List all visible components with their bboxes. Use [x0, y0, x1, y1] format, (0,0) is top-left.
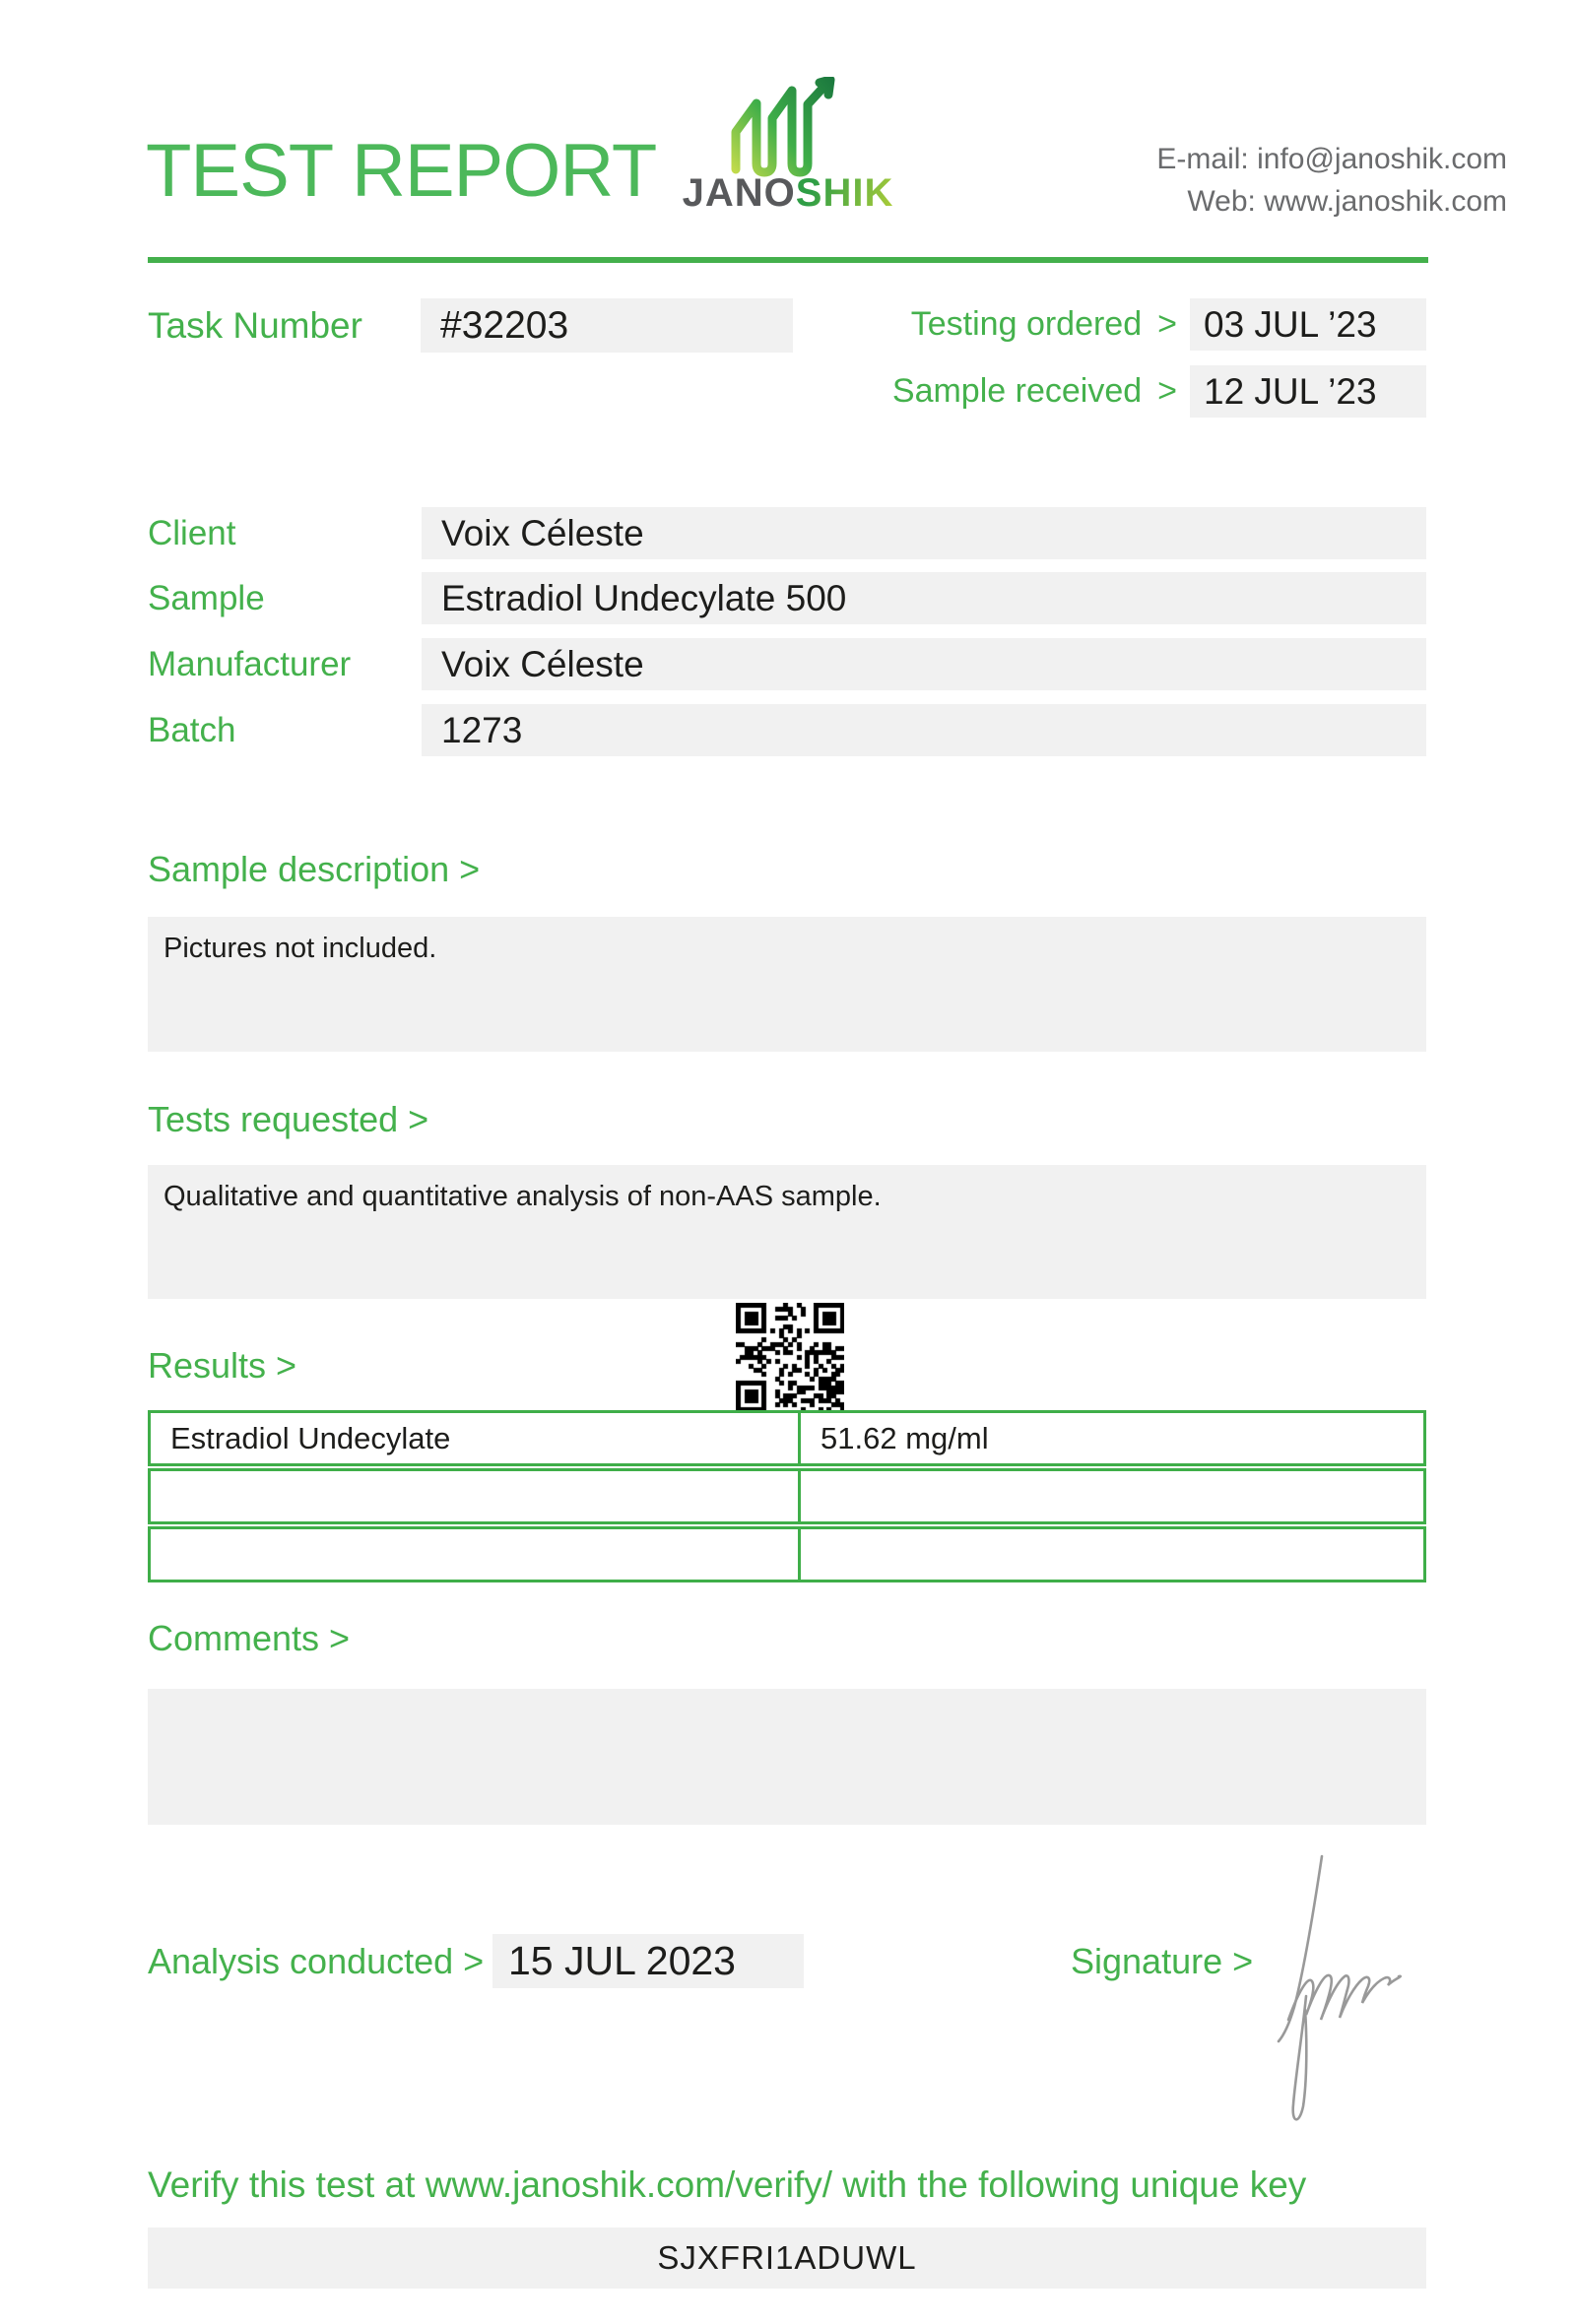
testing-ordered-value: 03 JUL ’23 — [1204, 304, 1377, 345]
analyte-cell — [151, 1471, 801, 1521]
manufacturer-value: Voix Céleste — [441, 644, 644, 684]
sample-value-box — [422, 572, 1426, 624]
tests-requested-box — [148, 1165, 1426, 1299]
client-row — [148, 507, 1426, 559]
sample-description-text: Pictures not included. — [164, 933, 437, 964]
page-title: TEST REPORT — [146, 129, 657, 213]
verify-key-value: SJXFRI1ADUWL — [657, 2239, 917, 2276]
tests-requested-text: Qualitative and quantitative analysis of non-AAS sample. — [164, 1181, 882, 1212]
comments-text — [148, 1689, 1426, 1705]
janoshik-logo — [680, 77, 896, 213]
contact-info — [1156, 138, 1507, 223]
testing-ordered-label: Testing ordered > — [911, 298, 1177, 351]
contact-web-line — [1156, 180, 1507, 223]
comments-box — [148, 1689, 1426, 1825]
manufacturer-label: Manufacturer — [148, 645, 352, 683]
manufacturer-value-box — [422, 638, 1426, 690]
client-label: Client — [148, 514, 236, 552]
comments-heading: Comments > — [148, 1618, 351, 1658]
web-label: Web: — [1187, 185, 1256, 218]
batch-value-box — [422, 704, 1426, 756]
verify-instruction: Verify this test at www.janoshik.com/verify/ with the following unique key — [148, 2164, 1307, 2205]
growth-chart-arrow-icon — [727, 77, 849, 179]
chevron-right-icon: > — [1157, 372, 1177, 410]
testing-ordered-box — [1190, 298, 1426, 351]
task-number-value: #32203 — [440, 304, 569, 347]
result-cell — [801, 1471, 1423, 1521]
sample-received-value: 12 JUL ’23 — [1204, 371, 1377, 412]
analysis-date-box — [492, 1934, 804, 1988]
results-table — [148, 1410, 1426, 1582]
table-row — [148, 1526, 1426, 1582]
analysis-conducted-label: Analysis conducted > — [148, 1941, 485, 1981]
signature-handwriting — [1261, 1827, 1428, 2152]
signature-label: Signature > — [1071, 1941, 1254, 1981]
contact-email-line — [1156, 138, 1507, 180]
results-heading: Results > — [148, 1345, 297, 1386]
analysis-date-value: 15 JUL 2023 — [508, 1938, 736, 1983]
email-label: E-mail: — [1156, 143, 1249, 175]
analyte-cell: Estradiol Undecylate — [151, 1413, 801, 1463]
chevron-right-icon: > — [1157, 305, 1177, 343]
task-number-box — [421, 298, 793, 353]
logo-text-gray: JANO — [682, 171, 796, 215]
qr-code — [736, 1303, 844, 1411]
logo-wordmark — [680, 173, 896, 213]
sample-value: Estradiol Undecylate 500 — [441, 578, 847, 618]
analyte-cell — [151, 1529, 801, 1580]
result-cell — [801, 1529, 1423, 1580]
client-value-box — [422, 507, 1426, 559]
tests-requested-heading: Tests requested > — [148, 1099, 429, 1139]
header-divider — [148, 257, 1428, 263]
client-value: Voix Céleste — [441, 513, 644, 553]
sample-received-box — [1190, 365, 1426, 418]
manufacturer-row — [148, 638, 1426, 690]
batch-value: 1273 — [441, 710, 523, 750]
result-cell: 51.62 mg/ml — [821, 1420, 989, 1455]
batch-label: Batch — [148, 711, 236, 749]
logo-text-green: SHIK — [795, 171, 894, 215]
table-row — [148, 1468, 1426, 1524]
sample-label: Sample — [148, 579, 265, 617]
table-row — [148, 1410, 1426, 1466]
web-value: www.janoshik.com — [1264, 185, 1507, 218]
sample-description-box — [148, 917, 1426, 1052]
sample-row — [148, 572, 1426, 624]
sample-description-heading: Sample description > — [148, 849, 481, 889]
email-value: info@janoshik.com — [1257, 143, 1507, 175]
batch-row — [148, 704, 1426, 756]
sample-received-label: Sample received > — [892, 365, 1177, 418]
task-number-label: Task Number — [148, 305, 362, 346]
verify-key-box — [148, 2227, 1426, 2289]
